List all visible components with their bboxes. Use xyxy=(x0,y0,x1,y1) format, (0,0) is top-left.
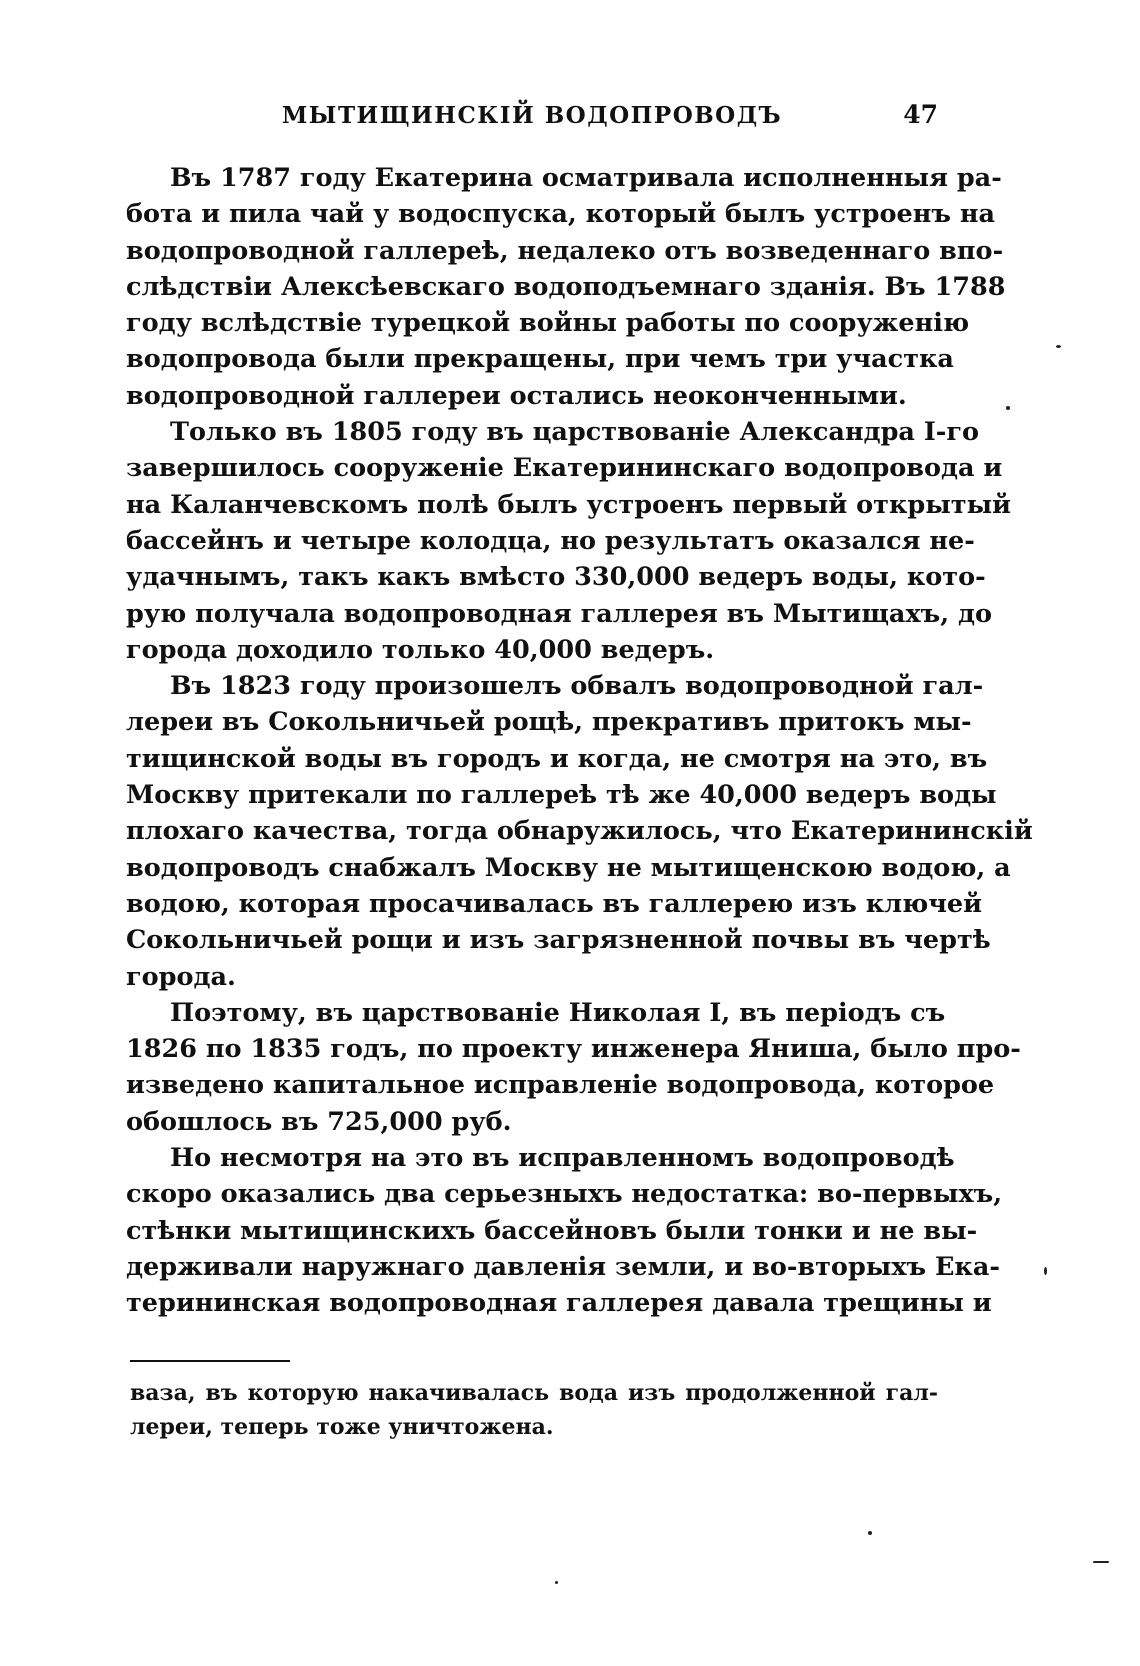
text-line: водопровода были прекращены, при чемъ три участка xyxy=(126,344,954,375)
text-line: обошлось въ 725,000 руб. xyxy=(126,1106,512,1137)
text-line: Въ 1787 году Екатерина осматривала исполненныя ра- xyxy=(170,163,1002,193)
text-line: 1826 по 1835 годъ, по проекту инженера Яниша, было про- xyxy=(126,1034,1021,1065)
scan-speck xyxy=(1093,1561,1109,1563)
text-line: терининская водопроводная галлерея давала трещины и xyxy=(126,1288,992,1319)
running-head xyxy=(126,98,938,138)
footnote-line: ваза, въ которую накачивалась вода изъ продолженной гал- xyxy=(130,1380,938,1406)
text-line: Сокольничьей рощи и изъ загрязненной почвы въ чертѣ xyxy=(126,925,991,956)
paragraph xyxy=(126,160,1006,414)
text-line: Въ 1823 году произошелъ обвалъ водопроводной гал- xyxy=(170,671,984,702)
text-line: плохаго качества, тогда обнаружилось, что Екатерининскій xyxy=(126,816,1033,847)
text-line: водопроводной галлереи остались неоконченными. xyxy=(126,380,907,411)
scan-speck xyxy=(1044,1267,1047,1275)
text-line: лереи въ Сокольничьей рощѣ, прекративъ притокъ мы- xyxy=(126,707,972,738)
text-line: Только въ 1805 году въ царствованіе Александра I-го xyxy=(170,417,979,448)
text-line: на Каланчевскомъ полѣ былъ устроенъ первый открытый xyxy=(126,489,1012,520)
text-line: удачнымъ, такъ какъ вмѣсто 330,000 ведеръ воды, кото- xyxy=(126,562,986,593)
footnote xyxy=(130,1376,938,1444)
scan-speck xyxy=(1006,406,1010,410)
body-text xyxy=(126,160,1033,1322)
text-line: Но несмотря на это въ исправленномъ водопроводѣ xyxy=(170,1143,955,1174)
paragraph xyxy=(126,1140,1003,1321)
text-line: тищинской воды въ городъ и когда, не смотря на это, въ xyxy=(126,743,988,774)
text-line: города доходило только 40,000 ведеръ. xyxy=(126,634,715,665)
paragraph xyxy=(126,995,1021,1140)
text-line: скоро оказались два серьезныхъ недостатка: во-первыхъ, xyxy=(126,1179,1003,1210)
paragraph xyxy=(126,668,1033,995)
text-line: слѣдствіи Алексѣевскаго водоподъемнаго зданія. Въ 1788 xyxy=(126,271,1006,302)
text-line: бота и пила чай у водоспуска, который былъ устроенъ на xyxy=(126,199,996,230)
text-line: рую получала водопроводная галлерея въ Мытищахъ, до xyxy=(126,598,992,629)
text-line: Москву притекали по галлереѣ тѣ же 40,000 ведеръ воды xyxy=(126,780,997,811)
scan-speck xyxy=(555,1581,558,1584)
scan-speck xyxy=(868,1531,872,1535)
text-line: году вслѣдствіе турецкой войны работы по сооруженію xyxy=(126,308,970,339)
text-line: изведено капитальное исправленіе водопровода, которое xyxy=(126,1070,995,1101)
text-line: города. xyxy=(126,961,236,992)
text-line: водопроводъ снабжалъ Москву не мытищенскою водою, а xyxy=(126,852,1011,883)
text-line: завершилось сооруженіе Екатерининскаго водопровода и xyxy=(126,453,1003,484)
text-line: держивали наружнаго давленія земли, и во-вторыхъ Ека- xyxy=(126,1251,1000,1282)
page-number: 47 xyxy=(903,100,938,129)
text-line: Поэтому, въ царствованіе Николая I, въ періодъ съ xyxy=(170,997,946,1028)
paragraph xyxy=(126,414,1012,668)
footnote-line: лереи, теперь тоже уничтожена. xyxy=(130,1414,554,1440)
text-line: бассейнъ и четыре колодца, но результатъ оказался не- xyxy=(126,525,975,556)
text-line: стѣнки мытищинскихъ бассейновъ были тонки и не вы- xyxy=(126,1215,978,1246)
text-line: водопроводной галлереѣ, недалеко отъ возведеннаго впо- xyxy=(126,235,1004,266)
running-title: МЫТИЩИНСКІЙ ВОДОПРОВОДЪ xyxy=(281,102,783,129)
text-line: водою, которая просачивалась въ галлерею изъ ключей xyxy=(126,888,983,919)
scan-speck xyxy=(1056,345,1061,348)
footnote-rule xyxy=(130,1360,290,1362)
